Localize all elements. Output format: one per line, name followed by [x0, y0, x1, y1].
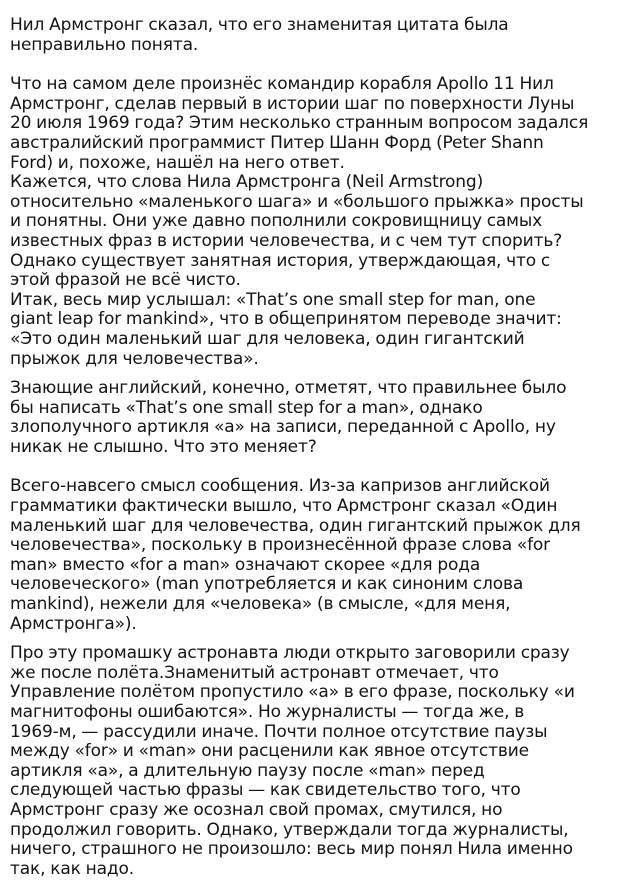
article-paragraph-4: Про эту промашку астронавта люди открыто заговорили сразу же после полёта.Знаменитый астронавт отмечает, что Управление полётом пропустило «а» в его фразе, поскольку «и магнитофоны ошибаются». Но журналисты — тогда же, в 1969-м, — рассудили иначе. Почти полное отсутствие паузы между «for» и «man» они расценили как явное отсутствие артикля «а», а длительную паузу после «man» перед следующей частью фразы — как свидетельство того, что Армстронг сразу же осознал свой промах, смутился, но продолжил говорить. Однако, утверждали тогда журналисты, ничего, страшного не произошло: весь мир понял Нила именно так, как надо.	[10, 643, 575, 879]
article-title: Нил Армстронг сказал, что его знаменитая цитата была неправильно понята.	[10, 15, 509, 55]
article-paragraph-1: Что на самом деле произнёс командир корабля Apollo 11 Нил Армстронг, сделав первый в истории шаг по поверхности Луны 20 июля 1969 года? Этим несколько странным вопросом задался австралийский программист Питер Шанн Форд (Peter Shann Ford) и, похоже, нашёл на него ответ. Кажется, что слова Нила Армстронга (Neil Armstrong) относительно «маленького шага» и «большого прыжка» просты и понятны. Они уже давно пополнили сокровищницу самых известных фраз в истории человечества, и с чем тут спорить? Однако существует занятная история, утверждающая, что с этой фразой не всё чисто. Итак, весь мир услышал: «That’s one small step for man, one giant leap for mankind», что в общепринятом переводе значит: «Это один маленький шаг для человека, один гигантский прыжок для человечества».	[10, 74, 589, 369]
article-paragraph-2: Знающие английский, конечно, отметят, что правильнее было бы написать «That’s one small step for a man», однако злополучного артикля «а» на записи, переданной с Apollo, ну никак не слышно. Что это меняет?	[10, 378, 567, 457]
article-paragraph-3: Всего-навсего смысл сообщения. Из-за капризов английской грамматики фактически вышло, что Армстронг сказал «Один маленький шаг для человечества, один гигантский прыжок для человечества», поскольку в произнесённой фразе слова «for man» вместо «for a man» означают скорее «для рода человеческого» (man употребляется и как синоним слова mankind), нежели для «человека» (в смысле, «для меня, Армстронга»).	[10, 476, 581, 634]
